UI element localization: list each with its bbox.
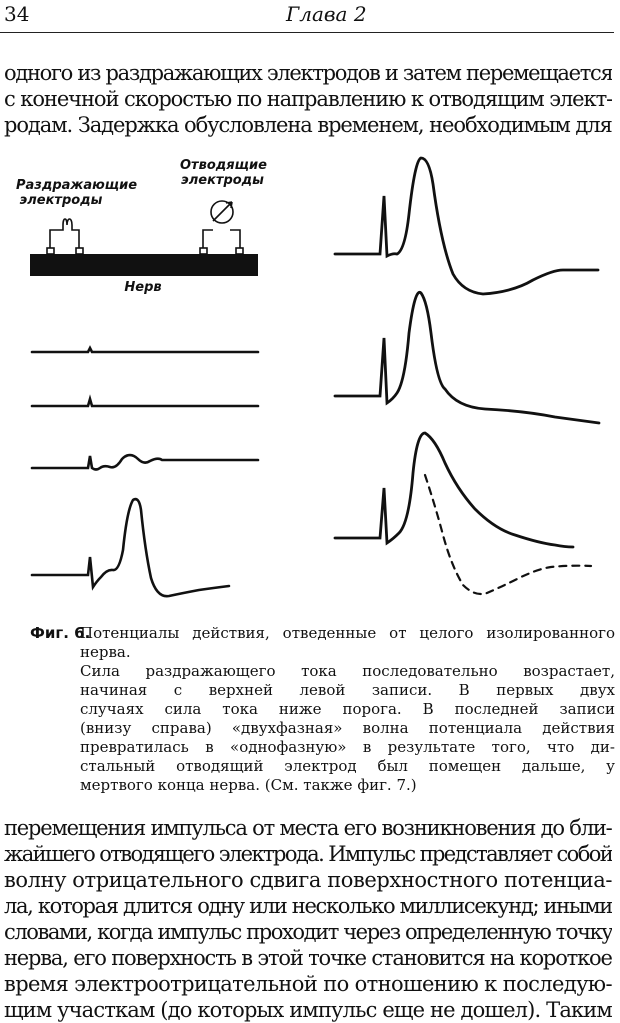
text-line: перемещения импульса от места его возникновения до бли- <box>4 816 612 840</box>
label-line: Отводящие <box>180 158 267 173</box>
text-line: родам. Задержка обусловлена временем, необходимым для <box>4 113 612 137</box>
text-line: жайшего отводящего электрода. Импульс представляет собой <box>4 842 612 866</box>
page-number: 34 <box>4 2 30 26</box>
trace-7 <box>335 433 573 547</box>
text-line: волну отрицательного сдвига поверхностного потенциа- <box>4 868 612 892</box>
label-line: Раздражающие <box>16 178 138 193</box>
page-header <box>0 0 620 40</box>
trace-2 <box>32 399 258 406</box>
bottom-paragraph <box>4 815 612 1023</box>
recording-electrodes <box>200 201 243 254</box>
text-line: нерва, его поверхность в этой точке становится на короткое <box>4 946 612 970</box>
stim-electrodes-label <box>16 178 138 208</box>
trace-3 <box>32 455 258 470</box>
rec-electrodes-label <box>180 158 265 188</box>
right-traces <box>335 158 599 594</box>
caption-line: превратилась в «однофазную» в результате того, что ди- <box>80 738 615 756</box>
text-line: с конечной скоростью по направлению к отводящим элект- <box>4 87 612 111</box>
chapter-title: Глава 2 <box>286 2 367 26</box>
caption-title: Потенциалы действия, отведенные от целого изолированного нерва. <box>80 624 615 661</box>
caption-line: мертвого конца нерва. (См. также фиг. 7.) <box>80 776 417 794</box>
left-traces <box>32 348 258 596</box>
caption-line: Сила раздражающего тока последовательно возрастает, <box>80 662 615 680</box>
label-line: электроды <box>19 193 103 208</box>
text-line: время электроотрицательной по отношению к последую- <box>4 972 612 996</box>
figure-6 <box>0 150 620 615</box>
caption-body <box>80 662 615 795</box>
nerve-bar <box>30 254 258 276</box>
label-line: электроды <box>181 173 264 188</box>
text-line: словами, когда импульс проходит через определенную точку <box>4 920 612 944</box>
caption-line: стальный отводящий электрод был помещен дальше, у <box>80 757 615 775</box>
stimulating-electrodes <box>47 219 83 254</box>
caption-line: (внизу справа) «двухфазная» волна потенциала действия <box>80 719 615 737</box>
caption-line: начиная с верхней левой записи. В первых двух <box>80 681 615 699</box>
figure-drawing <box>0 150 620 615</box>
trace-4 <box>32 499 229 596</box>
trace-7-dashed <box>425 475 591 594</box>
header-rule <box>0 32 614 33</box>
trace-6 <box>335 292 599 423</box>
text-line: ла, которая длится одну или несколько миллисекунд; иными <box>4 894 612 918</box>
nerve-label: Нерв <box>124 280 162 295</box>
caption-label: Фиг. 6. <box>30 624 91 642</box>
top-paragraph <box>4 60 612 138</box>
text-line: одного из раздражающих электродов и затем перемещается <box>4 61 612 85</box>
trace-5 <box>335 158 598 294</box>
caption-line: случаях сила тока ниже порога. В последней записи <box>80 700 615 718</box>
text-line: щим участкам (до которых импульс еще не дошел). Таким <box>4 998 612 1022</box>
trace-1 <box>32 348 258 352</box>
